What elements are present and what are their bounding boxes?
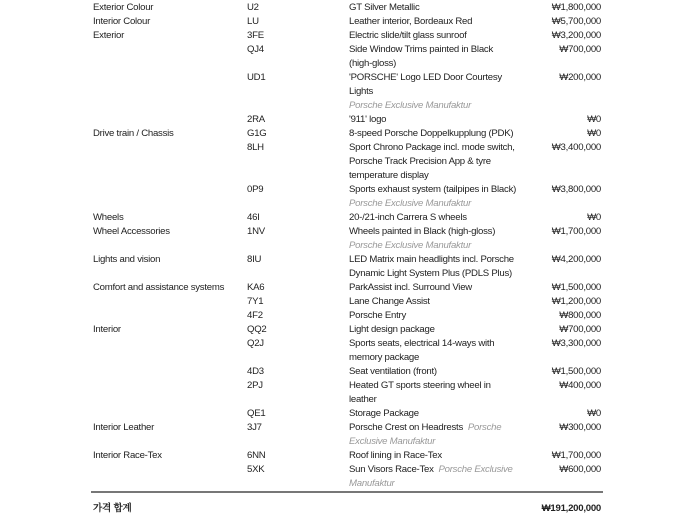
description-text: 20-/21-inch Carrera S wheels: [349, 212, 467, 223]
description-text: Porsche Crest on Headrests: [349, 422, 464, 433]
option-note: Porsche Exclusive Manufaktur: [349, 240, 472, 251]
option-row: [93, 337, 601, 365]
option-note: Porsche Exclusive Manufaktur: [349, 100, 472, 111]
option-row: [93, 365, 601, 379]
option-code: 8IU: [247, 254, 262, 265]
option-code: 2PJ: [247, 380, 263, 391]
description-text: Sun Visors Race-Tex: [349, 464, 434, 475]
option-description: [349, 295, 517, 309]
option-price: ₩300,000: [559, 422, 601, 433]
option-row: [93, 323, 601, 337]
option-code: 0P9: [247, 184, 264, 195]
option-note: Porsche Exclusive Manufaktur: [349, 464, 513, 489]
description-text: Wheels painted in Black (high-gloss): [349, 226, 496, 237]
option-description: [349, 421, 517, 449]
option-description: [349, 323, 517, 337]
option-category: [93, 141, 247, 183]
option-category: Wheel Accessories: [93, 226, 170, 237]
option-row: [93, 211, 601, 225]
option-row: [93, 183, 601, 211]
option-price: ₩400,000: [559, 380, 601, 391]
description-text: Heated GT sports steering wheel in leather: [349, 380, 491, 405]
description-text: Leather interior, Bordeaux Red: [349, 16, 473, 27]
option-code: 5XK: [247, 464, 265, 475]
option-price: ₩4,200,000: [551, 254, 601, 265]
option-code: G1G: [247, 128, 267, 139]
option-category: Exterior Colour: [93, 2, 154, 13]
option-category: Comfort and assistance systems: [93, 282, 225, 293]
option-category: Interior Leather: [93, 422, 155, 433]
total-label: 가격 합계: [93, 503, 132, 514]
option-row: [93, 295, 601, 309]
option-price: ₩1,500,000: [551, 282, 601, 293]
option-category: Lights and vision: [93, 254, 161, 265]
option-row: [93, 29, 601, 43]
option-row: [93, 43, 601, 71]
option-category: [93, 463, 247, 491]
option-category: [93, 295, 247, 309]
option-category: [93, 309, 247, 323]
option-code: QQ2: [247, 324, 267, 335]
option-category: [93, 337, 247, 365]
option-category: Interior Race-Tex: [93, 450, 162, 461]
option-code: 1NV: [247, 226, 265, 237]
option-price: ₩1,700,000: [551, 226, 601, 237]
option-description: [349, 43, 517, 71]
option-category: [93, 365, 247, 379]
option-price: ₩1,200,000: [551, 296, 601, 307]
option-description: [349, 225, 517, 253]
option-row: [93, 463, 601, 491]
option-code: 46I: [247, 212, 260, 223]
option-price: ₩3,400,000: [551, 142, 601, 153]
option-row: [93, 309, 601, 323]
option-code: 3FE: [247, 30, 264, 41]
option-description: [349, 281, 517, 295]
option-price: ₩200,000: [559, 72, 601, 83]
option-code: QE1: [247, 408, 266, 419]
option-category: Interior: [93, 324, 121, 335]
option-row: [93, 141, 601, 183]
option-row: [93, 1, 601, 15]
option-price: ₩1,800,000: [551, 2, 601, 13]
option-code: UD1: [247, 72, 266, 83]
option-price: ₩5,700,000: [551, 16, 601, 27]
option-description: [349, 1, 517, 15]
option-description: [349, 113, 517, 127]
option-description: [349, 15, 517, 29]
option-description: [349, 29, 517, 43]
option-note: Porsche Exclusive Manufaktur: [349, 422, 502, 447]
option-code: 7Y1: [247, 296, 264, 307]
option-row: [93, 379, 601, 407]
option-description: [349, 309, 517, 323]
divider: [91, 491, 603, 493]
option-category: [93, 113, 247, 127]
option-price: ₩600,000: [559, 464, 601, 475]
option-code: 6NN: [247, 450, 266, 461]
option-price: ₩0: [587, 128, 601, 139]
description-text: GT Silver Metallic: [349, 2, 420, 13]
description-text: Storage Package: [349, 408, 419, 419]
option-price: ₩1,500,000: [551, 366, 601, 377]
description-text: Roof lining in Race-Tex: [349, 450, 442, 461]
total-value: ₩191,200,000: [541, 503, 601, 514]
option-description: [349, 449, 517, 463]
option-category: Interior Colour: [93, 16, 151, 27]
option-category: [93, 183, 247, 211]
option-price: ₩3,300,000: [551, 338, 601, 349]
option-row: [93, 127, 601, 141]
description-text: Lane Change Assist: [349, 296, 430, 307]
option-row: [93, 71, 601, 113]
option-price: ₩700,000: [559, 44, 601, 55]
option-price: ₩700,000: [559, 324, 601, 335]
option-description: [349, 253, 517, 281]
option-row: [93, 421, 601, 449]
option-description: [349, 379, 517, 407]
description-text: LED Matrix main headlights incl. Porsche Dynamic Light System Plus (PDLS Plus): [349, 254, 514, 279]
description-text: 8-speed Porsche Doppelkupplung (PDK): [349, 128, 514, 139]
description-text: Sports exhaust system (tailpipes in Black): [349, 184, 517, 195]
option-code: QJ4: [247, 44, 264, 55]
option-category: [93, 379, 247, 407]
option-category: Drive train / Chassis: [93, 128, 174, 139]
description-text: 'PORSCHE' Logo LED Door Courtesy Lights: [349, 72, 502, 97]
option-category: Wheels: [93, 212, 124, 223]
option-category: Exterior: [93, 30, 125, 41]
option-row: [93, 253, 601, 281]
description-text: '911' logo: [349, 114, 387, 125]
option-code: LU: [247, 16, 259, 27]
description-text: ParkAssist incl. Surround View: [349, 282, 472, 293]
option-description: [349, 71, 517, 113]
option-description: [349, 365, 517, 379]
option-code: 2RA: [247, 114, 265, 125]
option-code: U2: [247, 2, 259, 13]
option-price: ₩1,700,000: [551, 450, 601, 461]
description-text: Sports seats, electrical 14-ways with memory package: [349, 338, 495, 363]
option-code: Q2J: [247, 338, 264, 349]
option-description: [349, 127, 517, 141]
option-code: 3J7: [247, 422, 262, 433]
option-description: [349, 407, 517, 421]
option-row: [93, 225, 601, 253]
option-description: [349, 337, 517, 365]
option-price: ₩800,000: [559, 310, 601, 321]
options-list: [93, 1, 601, 491]
option-row: [93, 15, 601, 29]
option-price: ₩3,200,000: [551, 30, 601, 41]
option-description: [349, 141, 517, 183]
option-category: [93, 71, 247, 113]
description-text: Light design package: [349, 324, 435, 335]
option-category: [93, 43, 247, 71]
description-text: Electric slide/tilt glass sunroof: [349, 30, 467, 41]
option-price: ₩3,800,000: [551, 184, 601, 195]
description-text: Side Window Trims painted in Black (high-gloss): [349, 44, 493, 69]
description-text: Seat ventilation (front): [349, 366, 437, 377]
total-row: [93, 502, 601, 516]
option-row: [93, 449, 601, 463]
option-price: ₩0: [587, 114, 601, 125]
description-text: Porsche Entry: [349, 310, 407, 321]
option-row: [93, 113, 601, 127]
option-price: ₩0: [587, 212, 601, 223]
option-description: [349, 183, 517, 211]
option-code: 4D3: [247, 366, 264, 377]
option-note: Porsche Exclusive Manufaktur: [349, 198, 472, 209]
option-code: 4F2: [247, 310, 263, 321]
option-description: [349, 211, 517, 225]
option-code: KA6: [247, 282, 265, 293]
option-category: [93, 407, 247, 421]
option-code: 8LH: [247, 142, 264, 153]
option-description: [349, 463, 517, 491]
option-row: [93, 407, 601, 421]
description-text: Sport Chrono Package incl. mode switch, Porsche Track Precision App & tyre temperature display: [349, 142, 515, 181]
option-price: ₩0: [587, 408, 601, 419]
option-row: [93, 281, 601, 295]
